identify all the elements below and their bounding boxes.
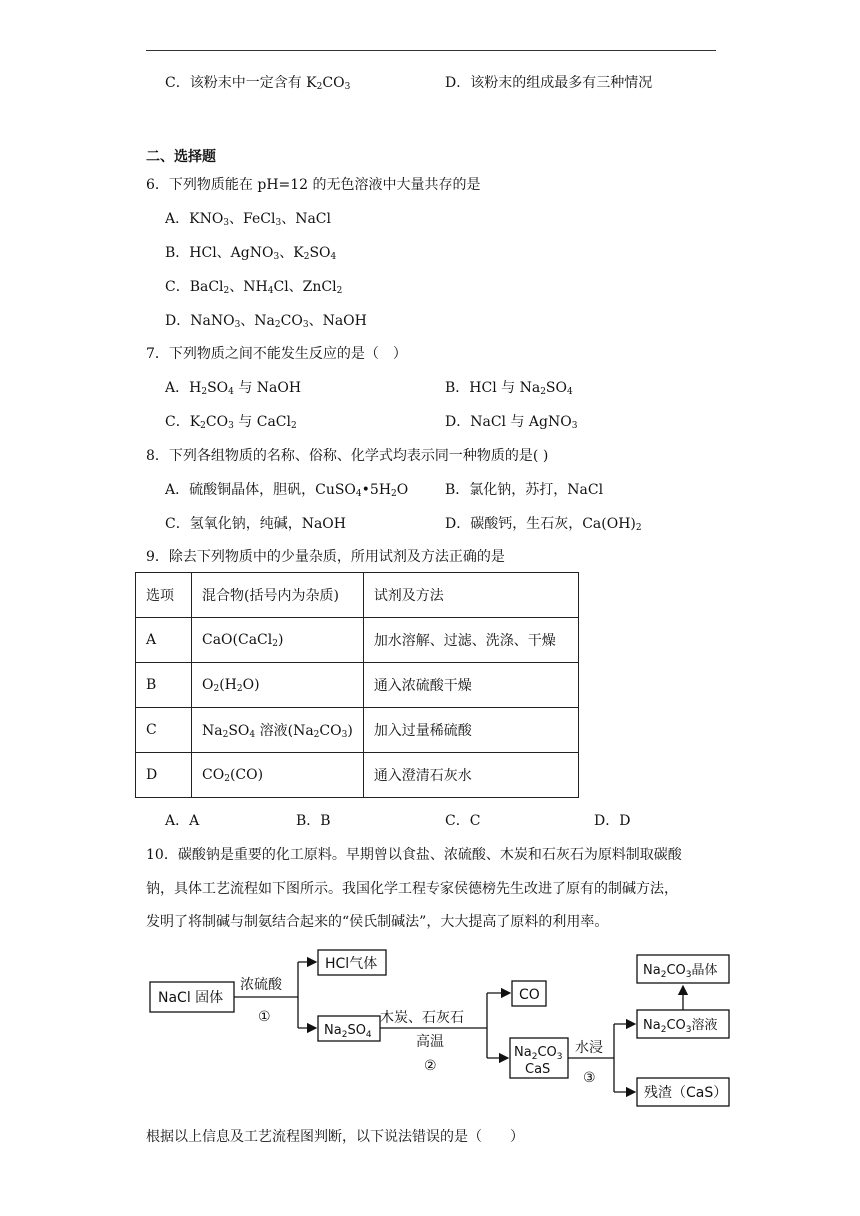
q10-line-2: 钠，具体工艺流程如下图所示。我国化学工程专家侯德榜先生改进了原有的制碱方法，	[146, 881, 678, 897]
q6-option-b: B．HCl、AgNO$_3$、$K_2SO_4$	[165, 245, 337, 262]
q8-option-c: C．氢氧化钠，纯碱，NaOH	[165, 516, 346, 532]
node-residue-label: 残渣（CaS）	[644, 1085, 728, 1101]
q8-stem: 8．下列各组物质的名称、俗称、化学式均表示同一种物质的是( )	[146, 448, 549, 464]
q8-option-d: D．碳酸钙，生石灰，$Ca(OH)_2$	[445, 516, 642, 533]
table-cell-method: 通入浓硫酸干燥	[363, 663, 578, 708]
table-cell-mixture: $Na_2SO_4$ 溶液$(Na_2CO_3)$	[192, 708, 364, 753]
q9-stem: 9．除去下列物质中的少量杂质，所用试剂及方法正确的是	[146, 549, 505, 565]
table-cell-method: 加入过量稀硫酸	[363, 708, 578, 753]
q10-line-3: 发明了将制碱与制氨结合起来的“侯氏制碱法”，大大提高了原料的利用率。	[146, 914, 609, 930]
edge-acid-label: 浓硫酸	[240, 977, 282, 993]
q6-option-a: A．$KNO_3$、FeCl$_3$、NaCl	[165, 211, 331, 228]
q9-choice-d: D．D	[594, 813, 631, 829]
table-header-cell: 选项	[136, 573, 192, 618]
q7-option-a: A．$H_2SO_4$ 与 NaOH	[165, 380, 302, 397]
node-hcl-label: HCl气体	[325, 956, 378, 972]
node-mix-top-label: $Na_2CO_3$	[514, 1045, 563, 1062]
edge-high-temp-label: 高温	[416, 1034, 444, 1050]
q6-option-c: C．BaCl$_2$、$NH_4Cl$、ZnCl$_2$	[165, 279, 343, 296]
option-c-prev: C．该粉末中一定含有 $K_2CO_3$	[165, 75, 351, 92]
q8-option-a: A．硫酸铜晶体，胆矾，$CuSO_4•5H_2O$	[165, 482, 409, 499]
node-nacl-label: NaCl 固体	[158, 990, 224, 1006]
option-d-prev: D．该粉末的组成最多有三种情况	[445, 75, 653, 91]
table-cell-option: B	[136, 663, 192, 708]
q9-choice-a: A．A	[165, 813, 200, 829]
table-cell-option: D	[136, 753, 192, 798]
edge-water-label: 水浸	[575, 1040, 603, 1056]
table-header-cell: 试剂及方法	[363, 573, 578, 618]
edge-reagents-label: 木炭、石灰石	[380, 1010, 464, 1026]
step-3-label: ③	[583, 1070, 596, 1086]
q7-option-d: D．NaCl 与 AgNO$_3$	[445, 414, 578, 431]
q8-option-b: B．氯化钠，苏打，NaCl	[445, 482, 604, 498]
node-solution-label: $Na_2CO_3$溶液	[643, 1018, 718, 1035]
step-1-label: ①	[258, 1009, 271, 1025]
node-na2so4-label: $Na_2SO_4$	[324, 1023, 372, 1040]
q7-stem: 7．下列物质之间不能发生反应的是（ ）	[146, 346, 407, 362]
q9-choice-b: B．B	[296, 813, 331, 829]
table-cell-mixture: CaO(CaCl$_2$)	[192, 618, 364, 663]
node-crystal-label: $Na_2CO_3$晶体	[643, 963, 718, 980]
node-co-label: CO	[519, 987, 540, 1003]
q6-option-d: D．NaNO$_3$、$Na_2CO_3$、NaOH	[165, 313, 367, 330]
table-cell-mixture: $CO_2(CO)$	[192, 753, 364, 798]
q10-question: 根据以上信息及工艺流程图判断，以下说法错误的是（ ）	[146, 1129, 524, 1145]
q7-option-c: C．$K_2CO_3$ 与 CaCl$_2$	[165, 414, 297, 431]
q9-choice-c: C．C	[445, 813, 481, 829]
table-cell-method: 通入澄清石灰水	[363, 753, 578, 798]
q6-stem: 6．下列物质能在 pH=12 的无色溶液中大量共存的是	[146, 177, 481, 193]
q10-line-1: 10．碳酸钠是重要的化工原料。早期曾以食盐、浓硫酸、木炭和石灰石为原料制取碳酸	[146, 847, 682, 863]
step-2-label: ②	[424, 1058, 437, 1074]
table-cell-option: A	[136, 618, 192, 663]
q7-option-b: B．HCl 与 $Na_2SO_4$	[445, 380, 573, 397]
table-header-cell: 混合物(括号内为杂质)	[192, 573, 364, 618]
table-cell-method: 加水溶解、过滤、洗涤、干燥	[363, 618, 578, 663]
table-cell-mixture: $O_2(H_2O)$	[192, 663, 364, 708]
table-cell-option: C	[136, 708, 192, 753]
section-title: 二、选择题	[146, 149, 216, 165]
node-mix-bottom-label: CaS	[525, 1062, 551, 1077]
